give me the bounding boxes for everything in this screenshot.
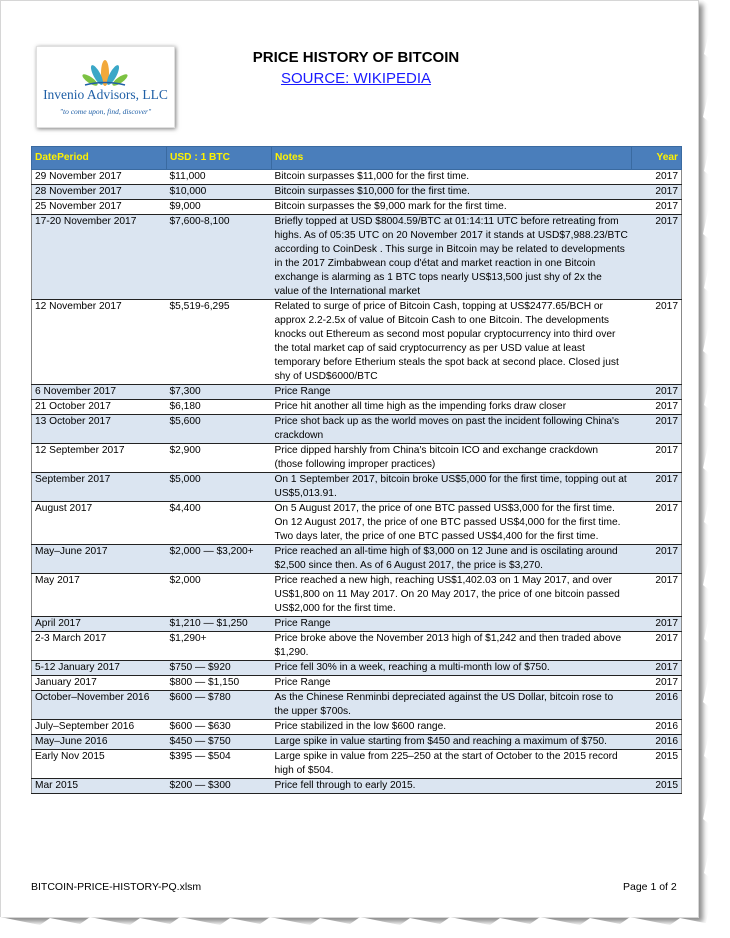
- notes-cell: Price shot back up as the world moves on past the incident following China's crackdown: [272, 415, 632, 444]
- lotus-logo-icon: [37, 47, 174, 91]
- year-cell: 2017: [632, 200, 682, 215]
- year-cell: 2017: [632, 400, 682, 415]
- notes-cell: Bitcoin surpasses $11,000 for the first time.: [272, 170, 632, 185]
- table-row: [32, 502, 682, 545]
- logo-company-name: Invenio Advisors, LLC: [43, 87, 168, 102]
- notes-cell: Large spike in value starting from $450 and reaching a maximum of $750.: [272, 735, 632, 750]
- notes-cell: Price fell 30% in a week, reaching a multi-month low of $750.: [272, 661, 632, 676]
- usd-cell: $750 — $920: [167, 661, 272, 676]
- usd-cell: $6,180: [167, 400, 272, 415]
- table-row: [32, 300, 682, 385]
- table-row: [32, 185, 682, 200]
- column-header-year: Year: [632, 147, 682, 170]
- price-history-table: [31, 146, 682, 794]
- table-row: [32, 617, 682, 632]
- torn-edge-bottom: [0, 914, 730, 938]
- usd-cell: $11,000: [167, 170, 272, 185]
- table-row: [32, 691, 682, 720]
- notes-cell: On 5 August 2017, the price of one BTC passed US$3,000 for the first time. On 12 August 2017, the price of one BTC passed US$4,000 for the first time. Two days later, the price of one BTC passed US$4,400 for the first time.: [272, 502, 632, 545]
- notes-cell: Price Range: [272, 617, 632, 632]
- period-cell: August 2017: [32, 502, 167, 545]
- period-cell: April 2017: [32, 617, 167, 632]
- notes-cell: Briefly topped at USD $8004.59/BTC at 01:14:11 UTC before retreating from highs. As of 05:35 UTC on 20 November 2017 it stands at USD$7,988.23/BTC according to CoinDesk . This surge in Bitcoin may be related to developments in the 2017 Zimbabwean coup d'état and market reaction in one Bitcoin exchange is alarming as 1 BTC tops nearly US$13,500 just shy of 2x the value of the International market: [272, 215, 632, 300]
- notes-cell: Price dipped harshly from China's bitcoin ICO and exchange crackdown (those following improper practices): [272, 444, 632, 473]
- usd-cell: $800 — $1,150: [167, 676, 272, 691]
- period-cell: May–June 2017: [32, 545, 167, 574]
- notes-cell: Price fell through to early 2015.: [272, 779, 632, 794]
- period-cell: 12 September 2017: [32, 444, 167, 473]
- usd-cell: $5,519-6,295: [167, 300, 272, 385]
- notes-cell: Price hit another all time high as the impending forks draw closer: [272, 400, 632, 415]
- year-cell: 2017: [632, 300, 682, 385]
- column-header-notes: Notes: [272, 147, 632, 170]
- notes-cell: As the Chinese Renminbi depreciated against the US Dollar, bitcoin rose to the upper $700s.: [272, 691, 632, 720]
- table-row: [32, 750, 682, 779]
- torn-edge-right: [700, 0, 730, 938]
- period-cell: Early Nov 2015: [32, 750, 167, 779]
- year-cell: 2017: [632, 676, 682, 691]
- usd-cell: $5,000: [167, 473, 272, 502]
- usd-cell: $2,900: [167, 444, 272, 473]
- notes-cell: Price stabilized in the low $600 range.: [272, 720, 632, 735]
- period-cell: Mar 2015: [32, 779, 167, 794]
- notes-cell: Price broke above the November 2013 high of $1,242 and then traded above $1,290.: [272, 632, 632, 661]
- period-cell: 5-12 January 2017: [32, 661, 167, 676]
- year-cell: 2017: [632, 473, 682, 502]
- year-cell: 2016: [632, 720, 682, 735]
- year-cell: 2017: [632, 170, 682, 185]
- period-cell: May–June 2016: [32, 735, 167, 750]
- table-row: [32, 720, 682, 735]
- column-header-usd: USD : 1 BTC: [167, 147, 272, 170]
- logo-tagline: "to come upon, find, discover": [59, 107, 152, 116]
- table-row: [32, 574, 682, 617]
- notes-cell: Related to surge of price of Bitcoin Cash, topping at US$2477.65/BCH or approx 2.2-2.5x of value of Bitcoin Cash to one Bitcoin. The developments knocks out Ethereum as second most popular cryptocurrency into third over the total market cap of said cryptocurrency as per USD value at least temporary before Etherium steals the spot back at second place. Closed just shy of USD$6000/BTC: [272, 300, 632, 385]
- footer-filename: BITCOIN-PRICE-HISTORY-PQ.xlsm: [31, 881, 202, 893]
- table-row: [32, 632, 682, 661]
- year-cell: 2017: [632, 502, 682, 545]
- table-row: [32, 215, 682, 300]
- year-cell: 2017: [632, 545, 682, 574]
- period-cell: 25 November 2017: [32, 200, 167, 215]
- year-cell: 2017: [632, 385, 682, 400]
- period-cell: 13 October 2017: [32, 415, 167, 444]
- table-row: [32, 385, 682, 400]
- period-cell: October–November 2016: [32, 691, 167, 720]
- footer-page-number: Page 1 of 2: [623, 881, 677, 893]
- usd-cell: $7,600-8,100: [167, 215, 272, 300]
- year-cell: 2017: [632, 415, 682, 444]
- column-header-period: DatePeriod: [32, 147, 167, 170]
- usd-cell: $2,000 — $3,200+: [167, 545, 272, 574]
- period-cell: 17-20 November 2017: [32, 215, 167, 300]
- usd-cell: $600 — $780: [167, 691, 272, 720]
- table-row: [32, 735, 682, 750]
- period-cell: 29 November 2017: [32, 170, 167, 185]
- year-cell: 2017: [632, 617, 682, 632]
- table-row: [32, 676, 682, 691]
- period-cell: September 2017: [32, 473, 167, 502]
- year-cell: 2016: [632, 691, 682, 720]
- usd-cell: $600 — $630: [167, 720, 272, 735]
- usd-cell: $200 — $300: [167, 779, 272, 794]
- table-header-row: [32, 147, 682, 170]
- notes-cell: Price Range: [272, 385, 632, 400]
- table-row: [32, 200, 682, 215]
- period-cell: July–September 2016: [32, 720, 167, 735]
- period-cell: 28 November 2017: [32, 185, 167, 200]
- usd-cell: $1,210 — $1,250: [167, 617, 272, 632]
- usd-cell: $2,000: [167, 574, 272, 617]
- usd-cell: $1,290+: [167, 632, 272, 661]
- notes-cell: On 1 September 2017, bitcoin broke US$5,000 for the first time, topping out at US$5,013.91.: [272, 473, 632, 502]
- notes-cell: Price reached a new high, reaching US$1,402.03 on 1 May 2017, and over US$1,800 on 11 May 2017. On 20 May 2017, the price of one bitcoin passed US$2,000 for the first time.: [272, 574, 632, 617]
- notes-cell: Price reached an all-time high of $3,000 on 12 June and is oscilating around $2,500 since then. As of 6 August 2017, the price is $3,270.: [272, 545, 632, 574]
- year-cell: 2017: [632, 215, 682, 300]
- notes-cell: Price Range: [272, 676, 632, 691]
- company-logo: [36, 46, 175, 128]
- year-cell: 2017: [632, 185, 682, 200]
- notes-cell: Bitcoin surpasses the $9,000 mark for the first time.: [272, 200, 632, 215]
- table-row: [32, 444, 682, 473]
- table-row: [32, 473, 682, 502]
- year-cell: 2016: [632, 735, 682, 750]
- period-cell: May 2017: [32, 574, 167, 617]
- table-row: [32, 415, 682, 444]
- table-row: [32, 661, 682, 676]
- usd-cell: $10,000: [167, 185, 272, 200]
- page-title: PRICE HISTORY OF BITCOIN: [252, 49, 460, 66]
- year-cell: 2015: [632, 750, 682, 779]
- usd-cell: $4,400: [167, 502, 272, 545]
- year-cell: 2017: [632, 632, 682, 661]
- year-cell: 2017: [632, 661, 682, 676]
- year-cell: 2017: [632, 574, 682, 617]
- source-link[interactable]: SOURCE: WIKIPEDIA: [280, 70, 432, 87]
- period-cell: 2-3 March 2017: [32, 632, 167, 661]
- table-row: [32, 545, 682, 574]
- period-cell: January 2017: [32, 676, 167, 691]
- notes-cell: Bitcoin surpasses $10,000 for the first time.: [272, 185, 632, 200]
- usd-cell: $5,600: [167, 415, 272, 444]
- year-cell: 2017: [632, 444, 682, 473]
- year-cell: 2015: [632, 779, 682, 794]
- period-cell: 6 November 2017: [32, 385, 167, 400]
- period-cell: 21 October 2017: [32, 400, 167, 415]
- table-row: [32, 400, 682, 415]
- period-cell: 12 November 2017: [32, 300, 167, 385]
- usd-cell: $9,000: [167, 200, 272, 215]
- table-row: [32, 170, 682, 185]
- notes-cell: Large spike in value from 225–250 at the start of October to the 2015 record high of $504.: [272, 750, 632, 779]
- usd-cell: $450 — $750: [167, 735, 272, 750]
- usd-cell: $7,300: [167, 385, 272, 400]
- usd-cell: $395 — $504: [167, 750, 272, 779]
- table-row: [32, 779, 682, 794]
